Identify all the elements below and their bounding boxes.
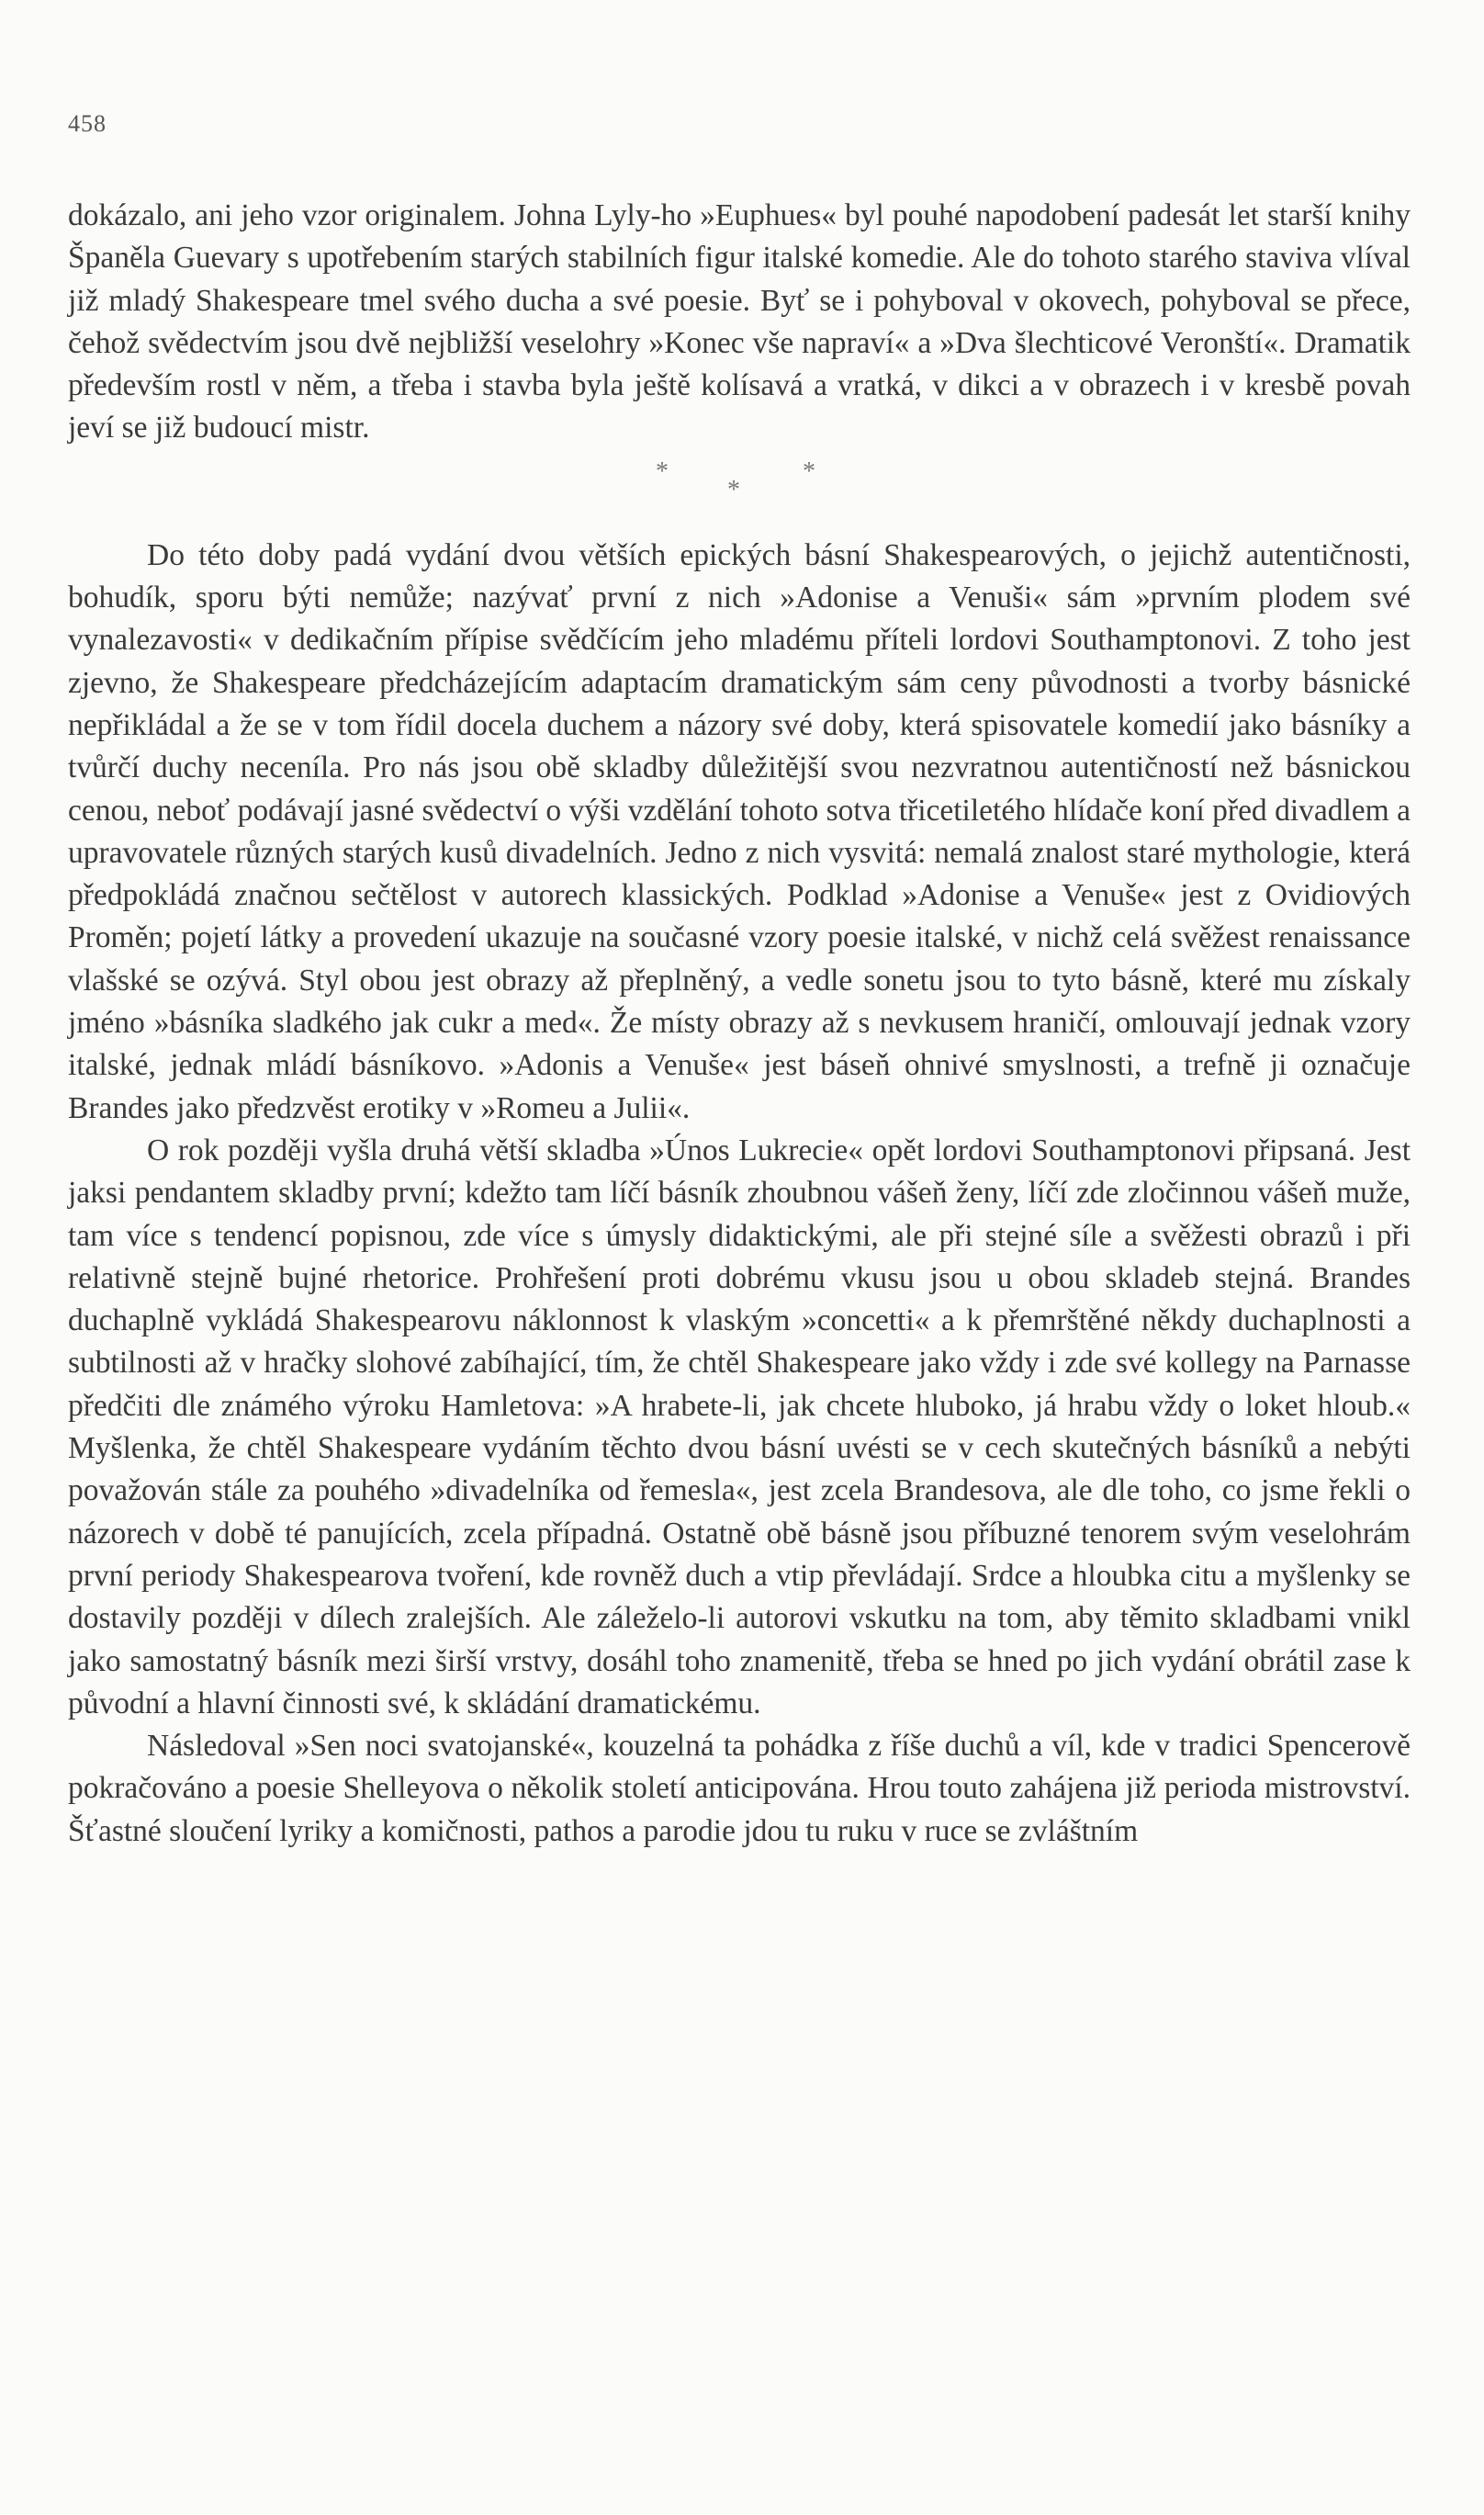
paragraph-1: dokázalo, ani jeho vzor originalem. Johna Lyly-ho »Euphues« byl pouhé napodobení padesát let starší knihy Španěla Guevary s upotřebením starých stabilních figur italské komedie. Ale do tohoto starého staviva vlíval již mladý Shakespeare tmel svého ducha a své poesie. Byť se i pohyboval v okovech, pohyboval se přece, čehož svědectvím jsou dvě nejbližší veselohry »Konec vše napraví« a »Dva šlechticové Veronští«. Dramatik především rostl v něm, a třeba i stavba byla ještě kolísavá a vratká, v dikci a v obrazech i v kresbě povah jeví se již budoucí mistr. bbox=[68, 198, 1411, 445]
paragraph-3: O rok později vyšla druhá větší skladba »Únos Lukrecie« opět lordovi Southamptonovi připsaná. Jest jaksi pendantem skladby první; kdežto tam líčí básník zhoubnou vášeň ženy, líčí zde zločinnou vášeň muže, tam více s tendencí popisnou, zde více s úmysly didaktickými, ale při stejné síle a svěžesti obrazů i při relativně stejně bujné rhetorice. Prohřešení proti dobrému vkusu jsou u obou skladeb stejná. Brandes duchaplně vykládá Shakespearovu náklonnost k vlaským »concetti« a k přemrštěné někdy duchaplnosti a subtilnosti až v hračky slohové zabíhající, tím, že chtěl Shakespeare jako vždy i zde své kollegy na Parnasse předčiti dle známého výroku Hamletova: »A hrabete-li, jak chcete hluboko, já hrabu vždy o loket hloub.« Myšlenka, že chtěl Shakespeare vydáním těchto dvou básní uvésti se v cech skutečných básníků a nebýti považován stále za pouhého »divadelníka od řemesla«, jest zcela Brandesova, ale dle toho, co jsme řekli o názorech v době té panujících, zcela případná. Ostatně obě básně jsou příbuzné tenorem svým veselohrám první periody Shakespearova tvoření, kde rovněž duch a vtip převládají. Srdce a hloubka citu a myšlenky se dostavily později v dílech zralejších. Ale záleželo-li autorovi vskutku na tom, aby těmito skladbami vnikl jako samostatný básník mezi širší vrstvy, dosáhl toho znamenitě, třeba se hned po jich vydání obrátil zase k původní a hlavní činnosti své, k skládání dramatickému. bbox=[68, 1133, 1411, 1720]
asterisk-middle: * bbox=[727, 475, 740, 504]
page-body bbox=[68, 195, 1411, 1853]
paragraph-4: Následoval »Sen noci svatojanské«, kouzelná ta pohádka z říše duchů a víl, kde v tradici Spencerově pokračováno a poesie Shelleyova o několik století anticipována. Hrou touto zahájena již perioda mistrovství. Šťastné sloučení lyriky a komičnosti, pathos a parodie jdou tu ruku v ruce se zvláštním bbox=[68, 1729, 1411, 1848]
asterisk-left: * bbox=[656, 457, 669, 486]
section-separator bbox=[68, 457, 1411, 535]
paragraph-2: Do této doby padá vydání dvou větších epických básní Shakespearových, o jejichž autentičnosti, bohudík, sporu býti nemůže; nazývať první z nich »Adonise a Venuši« sám »prvním plodem své vynalezavosti« v dedikačním přípise svědčícím jeho mladému příteli lordovi Southamptonovi. Z toho jest zjevno, že Shakespeare předcházejícím adaptacím dramatickým sám ceny původnosti a tvorby básnické nepřikládal a že se v tom řídil docela duchem a názory své doby, která spisovatele komedií jako básníky a tvůrčí duchy neceníla. Pro nás jsou obě skladby důležitější svou nezvratnou autentičností než básnickou cenou, neboť podávají jasné svědectví o výši vzdělání tohoto sotva třicetiletého hlídače koní před divadlem a upravovatele různých starých kusů divadelních. Jedno z nich vysvitá: nemalá znalost staré mythologie, která předpokládá značnou sečtělost v autorech klassických. Podklad »Adonise a Venuše« jest z Ovidiových Proměn; pojetí látky a provedení ukazuje na současné vzory poesie italské, v nichž celá svěžest renaissance vlašské se ozývá. Styl obou jest obrazy až přeplněný, a vedle sonetu jsou to tyto básně, které mu získaly jméno »básníka sladkého jak cukr a med«. Že místy obrazy až s nevkusem hraničí, omlouvají jednak vzory italské, jednak mládí básníkovo. »Adonis a Venuše« jest báseň ohnivé smyslnosti, a trefně ji označuje Brandes jako předzvěst erotiky v »Romeu a Julii«. bbox=[68, 537, 1411, 1125]
asterisk-right: * bbox=[803, 457, 815, 486]
page-number: 458 bbox=[68, 110, 107, 137]
